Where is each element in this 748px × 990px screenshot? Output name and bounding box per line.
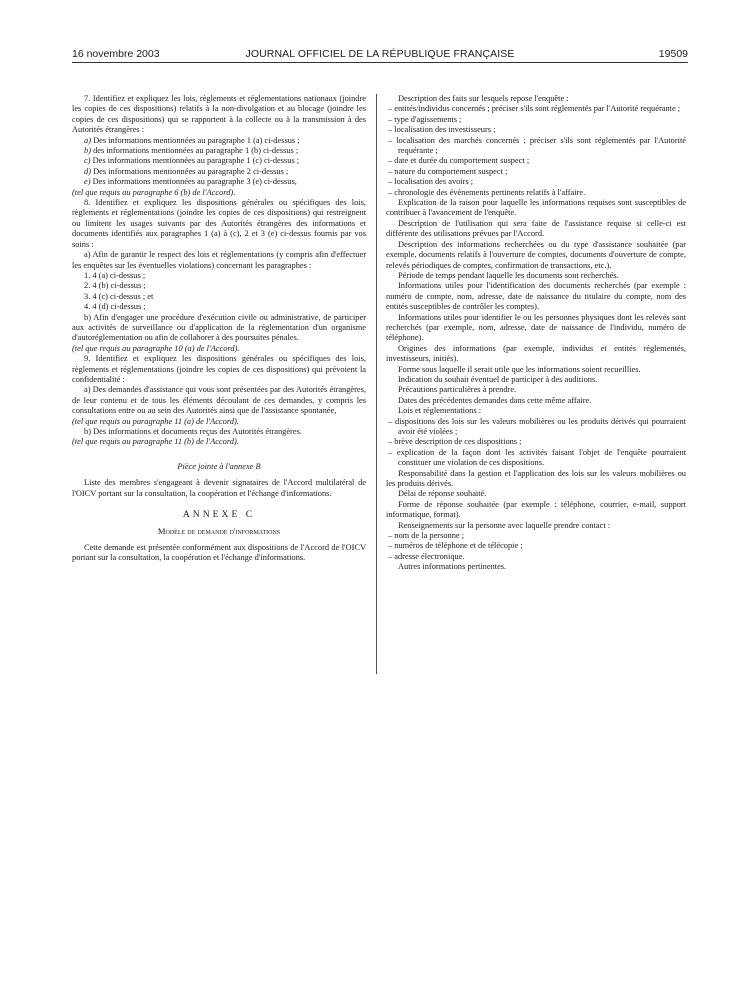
header-journal-title: JOURNAL OFFICIEL DE LA RÉPUBLIQUE FRANÇAISE bbox=[245, 48, 515, 60]
paragraph-8: 8. Identifiez et expliquez les dispositions générales ou spécifiques des lois, règlements et réglementations (joindre les copies de ces dispositions) qui restreignent ou limitent les usages suivants par des Autorités étrangères des informations et documents identifiés aux paragraphes 1 (a) à (c), 2 et 3 (e) ci-dessus fournis par vos soins : bbox=[72, 198, 366, 249]
list-item: – date et durée du comportement suspect ; bbox=[388, 156, 530, 166]
list-item: – entités/individus concernés ; préciser s'ils sont réglementés par l'Autorité requérante ; bbox=[388, 104, 681, 114]
list-item: 1. 4 (a) ci-dessus ; bbox=[84, 270, 146, 280]
paragraph: Origines des informations (par exemple, individus et entités réglementés, investisseurs, initiés). bbox=[386, 343, 686, 364]
list-item: a) Des informations mentionnées au paragraphe 1 (a) ci-dessus ; bbox=[84, 135, 300, 145]
list-item: c) Des informations mentionnées au paragraphe 1 (c) ci-dessus ; bbox=[84, 156, 300, 166]
page-header bbox=[72, 48, 688, 63]
paragraph: Informations utiles pour identifier le ou les personnes physiques dont les relevés sont recherchés (par exemple, nom, adresse, date de naissance de l'individu, numéro de téléphone). bbox=[386, 312, 686, 343]
paragraph: Description des informations recherchées ou du type d'assistance souhaitée (par exemple, documents relatifs à l'ouverture de comptes, documents d'ouverture de compte, relevés périodiques de comptes, confirmation de transactions, etc.). bbox=[386, 239, 686, 270]
accord-reference: (tel que requis au paragraphe 11 (b) de l'Accord). bbox=[72, 437, 239, 447]
list-item: 2. 4 (b) ci-dessus ; bbox=[84, 281, 146, 291]
list-item: – chronologie des événements pertinents relatifs à l'affaire. bbox=[388, 187, 586, 197]
list-item: b) des informations mentionnées au paragraphe 1 (b) ci-dessus ; bbox=[84, 146, 299, 156]
accord-reference: (tel que requis au paragraphe 10 (a) de l'Accord). bbox=[72, 343, 240, 353]
paragraph: Indication du souhait éventuel de participer à des auditions. bbox=[398, 374, 598, 384]
list-item: – nom de la personne ; bbox=[388, 531, 465, 541]
paragraph: Dates des précédentes demandes dans cette même affaire. bbox=[398, 395, 592, 405]
list-item: – localisation des marchés concernés ; préciser s'ils sont réglementés par l'Autorité requérante ; bbox=[388, 135, 686, 156]
list-item: – dispositions des lois sur les valeurs mobilières ou les produits dérivés qui pourraient avoir été violées ; bbox=[388, 416, 686, 436]
paragraph-9b: b) Des informations et documents reçus des Autorités étrangères. bbox=[84, 427, 302, 436]
left-column bbox=[72, 94, 366, 564]
list-item: – adresse électronique. bbox=[388, 551, 465, 561]
right-column bbox=[386, 94, 686, 573]
header-date: 16 novembre 2003 bbox=[72, 48, 160, 60]
list-item: – localisation des avoirs ; bbox=[388, 177, 474, 187]
list-item: – brève description de ces dispositions ; bbox=[388, 437, 522, 447]
header-page-number: 19509 bbox=[658, 48, 688, 60]
paragraph-7: 7. Identifiez et expliquez les lois, règlements et réglementations nationaux (joindre les copies de ces dispositions) relatifs à la non-divulgation et au blocage (joindre les copies de ces dispositions) qui se rapportent à la collecte ou à la transmission à des Autorités étrangères : bbox=[72, 94, 366, 135]
paragraph-8b: b) Afin d'engager une procédure d'exécution civile ou administrative, de participer aux activités de surveillance ou d'application de la réglementation d'un organisme d'autoréglementation ou afin de collaborer à des poursuites pénales. bbox=[72, 312, 366, 343]
description-heading: Description des faits sur lesquels repose l'enquête : bbox=[398, 94, 569, 103]
paragraph: Responsabilité dans la gestion et l'application des lois sur les valeurs mobilières ou les produits dérivés. bbox=[386, 468, 686, 489]
paragraph: Période de temps pendant laquelle les documents sont recherchés. bbox=[398, 270, 619, 280]
modele-heading: Modèle de demande d'informations bbox=[157, 526, 281, 537]
piece-jointe-heading: Pièce jointe à l'annexe B bbox=[177, 461, 261, 471]
accord-reference: (tel que requis au paragraphe 11 (a) de l'Accord). bbox=[72, 416, 239, 426]
list-item: 3. 4 (c) ci-dessus ; et bbox=[84, 291, 154, 301]
paragraph-9: 9. Identifiez et expliquez les dispositions générales ou spécifiques des lois, règlements et réglementations (joindre les copies de ces dispositions) qui prévoient la confidentialité : bbox=[72, 354, 366, 384]
paragraph: Informations utiles pour l'identification des documents recherchés (par exemple : numéro de compte, nom, adresse, date de naissance du titulaire du compte, nom des entités susceptibles de contrôler les comptes). bbox=[386, 281, 686, 312]
list-item: – type d'agissements ; bbox=[388, 114, 462, 124]
paragraph: Autres informations pertinentes. bbox=[398, 562, 507, 572]
list-item: – localisation des investisseurs ; bbox=[388, 125, 496, 135]
paragraph-8a: a) Afin de garantir le respect des lois et réglementations (y compris afin d'effectuer les enquêtes sur les éventuelles violations) concernant les paragraphes : bbox=[72, 250, 366, 270]
annexe-c-heading: ANNEXE C bbox=[182, 509, 256, 521]
paragraph: Renseignements sur la personne avec laquelle prendre contact : bbox=[398, 520, 611, 530]
list-item: 4. 4 (d) ci-dessus ; bbox=[84, 302, 146, 312]
paragraph: Précautions particulières à prendre. bbox=[398, 385, 517, 395]
paragraph: Forme sous laquelle il serait utile que les informations soient recueillies. bbox=[398, 364, 641, 374]
paragraph: Lois et réglementations : bbox=[398, 406, 482, 416]
paragraph: Description de l'utilisation qui sera faite de l'assistance requise si celle-ci est différente des utilisations prévues par l'Accord. bbox=[386, 218, 686, 239]
list-item: e) Des informations mentionnées au paragraphe 3 (e) ci-dessus, bbox=[84, 177, 297, 187]
list-item: d) Des informations mentionnées au paragraphe 2 ci-dessus ; bbox=[84, 166, 289, 176]
column-divider bbox=[376, 94, 377, 674]
list-item: – nature du comportement suspect ; bbox=[388, 166, 508, 176]
paragraph-9a: a) Des demandes d'assistance qui vous sont présentées par des Autorités étrangères, de leur contenu et de tous les éléments découlant de ces demandes, y compris les consultations entre ou au sein des Autorités ainsi que de l'assistance spontanée, bbox=[72, 385, 366, 416]
liste-membres-paragraph: Liste des membres s'engageant à devenir signataires de l'Accord multilatéral de l'OICV portant sur la consultation, la coopération et l'échange d'informations. bbox=[72, 478, 366, 498]
list-item: – numéros de téléphone et de télécopie ; bbox=[388, 541, 523, 551]
paragraph: Explication de la raison pour laquelle les informations requises sont susceptibles de contribuer à l'avancement de l'enquête. bbox=[386, 198, 686, 218]
list-item: – explication de la façon dont les activités faisant l'objet de l'enquête pourraient constituer une violation de ces dispositions. bbox=[388, 447, 686, 468]
accord-reference: (tel que requis au paragraphe 6 (b) de l'Accord). bbox=[72, 187, 236, 197]
paragraph: Forme de réponse souhaitée (par exemple : téléphone, courrier, e-mail, support informatique, format). bbox=[386, 499, 686, 520]
intro-paragraph: Cette demande est présentée conformément aux dispositions de l'Accord de l'OICV portant sur la consultation, la coopération et l'échange d'informations. bbox=[72, 542, 366, 563]
paragraph: Délai de réponse souhaité. bbox=[398, 489, 487, 499]
